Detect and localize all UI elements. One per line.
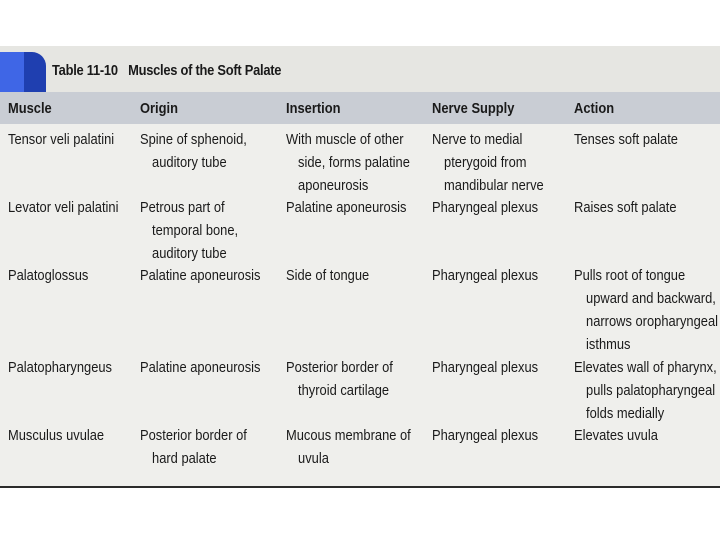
- insertion-cell: [286, 356, 393, 402]
- header-origin: Origin: [140, 100, 178, 117]
- insertion-cell: [286, 264, 369, 287]
- cell-line: Side of tongue: [286, 267, 370, 284]
- cell-line: temporal bone,: [152, 222, 239, 239]
- action-cell: [574, 196, 677, 219]
- cell-line: Musculus uvulae: [8, 427, 105, 444]
- nerve-supply-cell: [432, 264, 538, 287]
- cell-line: Nerve to medial: [432, 131, 523, 148]
- muscle-cell: [8, 424, 104, 447]
- muscle-cell: [8, 128, 114, 151]
- cell-line: Palatine aponeurosis: [286, 199, 407, 216]
- header-nerve-supply: Nerve Supply: [432, 100, 515, 117]
- nerve-supply-cell: [432, 356, 538, 379]
- cell-line: Elevates uvula: [574, 427, 658, 444]
- cell-line: Raises soft palate: [574, 199, 677, 216]
- cell-line: auditory tube: [152, 245, 227, 262]
- cell-line: Pharyngeal plexus: [432, 199, 539, 216]
- cell-line: aponeurosis: [298, 177, 369, 194]
- origin-cell: [140, 264, 260, 287]
- action-cell: [574, 356, 717, 425]
- cell-line: side, forms palatine: [298, 154, 410, 171]
- cell-line: Pharyngeal plexus: [432, 427, 539, 444]
- cell-line: uvula: [298, 450, 329, 467]
- cell-line: Levator veli palatini: [8, 199, 119, 216]
- insertion-cell: [286, 196, 406, 219]
- cell-line: Palatoglossus: [8, 267, 89, 284]
- header-action: Action: [574, 100, 615, 117]
- cell-line: Palatine aponeurosis: [140, 359, 261, 376]
- blue-tab-marker: [0, 52, 46, 92]
- nerve-supply-cell: [432, 196, 538, 219]
- cell-line: Spine of sphenoid,: [140, 131, 247, 148]
- action-cell: [574, 264, 718, 356]
- muscle-cell: [8, 264, 88, 287]
- table-title: [52, 62, 281, 79]
- origin-cell: [140, 356, 260, 379]
- action-cell: [574, 424, 658, 447]
- table-figure: [0, 46, 720, 488]
- action-cell: [574, 128, 678, 151]
- nerve-supply-cell: [432, 128, 544, 197]
- cell-line: Posterior border of: [286, 359, 393, 376]
- muscle-cell: [8, 196, 118, 219]
- cell-line: Tensor veli palatini: [8, 131, 115, 148]
- cell-line: Pulls root of tongue: [574, 267, 686, 284]
- cell-line: mandibular nerve: [444, 177, 544, 194]
- cell-line: auditory tube: [152, 154, 227, 171]
- cell-line: folds medially: [586, 405, 665, 422]
- cell-line: Pharyngeal plexus: [432, 359, 539, 376]
- muscle-cell: [8, 356, 112, 379]
- origin-cell: [140, 196, 238, 265]
- header-muscle: Muscle: [8, 100, 52, 117]
- table-number: Table 11-10: [52, 62, 118, 79]
- cell-line: narrows oropharyngeal: [586, 313, 718, 330]
- header-insertion: Insertion: [286, 100, 341, 117]
- cell-line: isthmus: [586, 336, 631, 353]
- cell-line: Tenses soft palate: [574, 131, 678, 148]
- cell-line: pterygoid from: [444, 154, 527, 171]
- cell-line: Elevates wall of pharynx,: [574, 359, 717, 376]
- cell-line: hard palate: [152, 450, 217, 467]
- table-header-row: [0, 92, 720, 124]
- cell-line: With muscle of other: [286, 131, 404, 148]
- cell-line: Palatine aponeurosis: [140, 267, 261, 284]
- insertion-cell: [286, 424, 411, 470]
- cell-line: Posterior border of: [140, 427, 247, 444]
- origin-cell: [140, 424, 247, 470]
- nerve-supply-cell: [432, 424, 538, 447]
- cell-line: Mucous membrane of: [286, 427, 411, 444]
- cell-line: Petrous part of: [140, 199, 225, 216]
- cell-line: Pharyngeal plexus: [432, 267, 539, 284]
- table-title-bar: [0, 46, 720, 92]
- cell-line: pulls palatopharyngeal: [586, 382, 716, 399]
- table-title-text: Muscles of the Soft Palate: [128, 62, 282, 79]
- insertion-cell: [286, 128, 410, 197]
- cell-line: upward and backward,: [586, 290, 716, 307]
- cell-line: Palatopharyngeus: [8, 359, 113, 376]
- cell-line: thyroid cartilage: [298, 382, 390, 399]
- origin-cell: [140, 128, 247, 174]
